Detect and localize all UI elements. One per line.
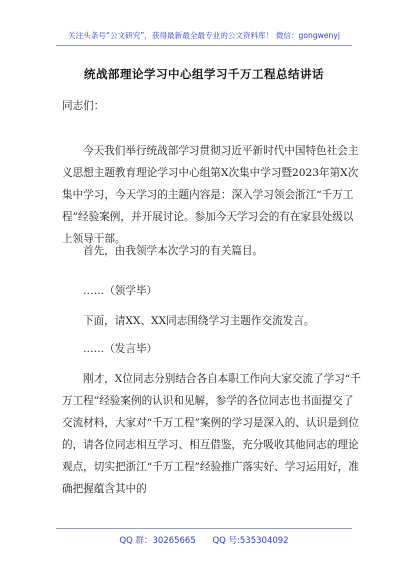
paragraph-speech-intro: 下面，请XX、XX同志围绕学习主题作交流发言。: [83, 315, 315, 327]
paragraph-opening: 今天我们举行统战部学习贯彻习近平新时代中国特色社会主义思想主题教育理论学习中心组第X次集中学习暨2023年第X次集中学习，今天学习的主题内容是：深入学习领会浙江“千万工程”经验案例，并开展讨论。参加今天学习会的有在家县处级以上领导干部。: [62, 145, 359, 245]
footer-contact: [0, 534, 408, 546]
paragraph-summary: 刚才，X位同志分别结合各自本职工作向大家交流了学习“千万工程”经验案例的认识和见解，参学的各位同志也书面提交了交流材料，大家对“千万工程”案例的学习是深入的、认识是到位的，请各位同志相互学习、相互借鉴，充分吸收其他同志的理论观点，切实把浙江“千万工程”经验推广落实好、学习运用好，准确把握蕴含其中的: [62, 373, 361, 495]
salutation: 同志们：: [62, 100, 105, 112]
paragraph-speech-end: ……（发言毕）: [83, 343, 158, 355]
header-divider: [56, 45, 352, 46]
header-banner: 关注头条号“公文研究”，获得最新最全最专业的公文资料库！ 微信：gongwenyj: [68, 31, 340, 40]
footer-divider: [56, 528, 352, 529]
document-title: 统战部理论学习中心组学习千万工程总结讲话: [84, 67, 324, 81]
footer-qq-number: QQ 号:535304092: [212, 536, 289, 546]
paragraph-lead-study: 首先，由我领学本次学习的有关篇目。: [83, 245, 264, 257]
footer-qq-group: QQ 群：30265665: [119, 536, 196, 546]
paragraph-lead-study-end: ……（领学毕）: [83, 285, 158, 297]
